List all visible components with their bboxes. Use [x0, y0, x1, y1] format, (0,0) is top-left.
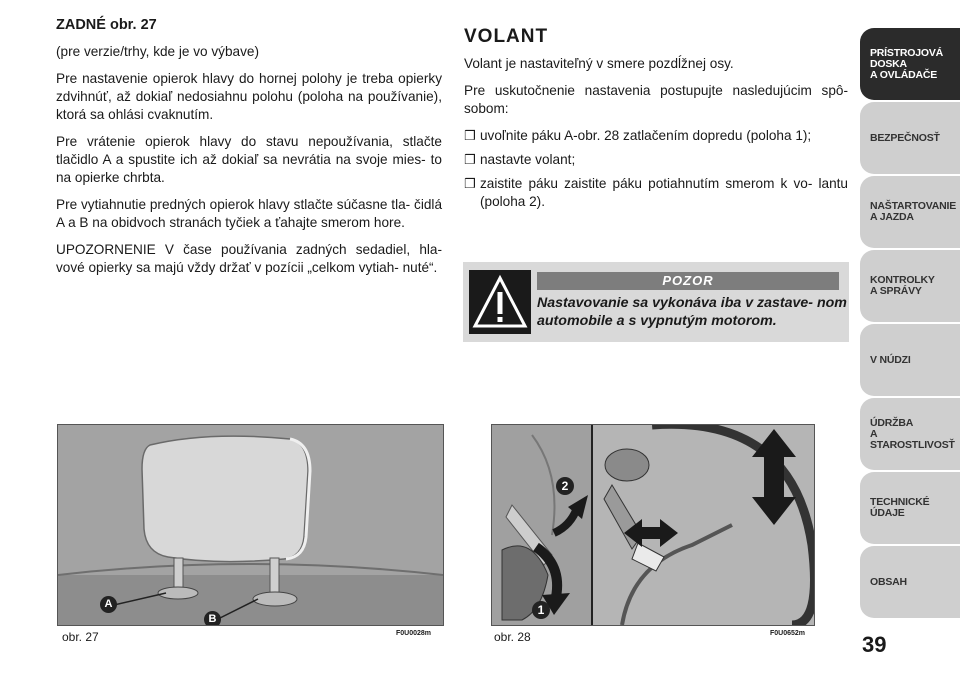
tab-nastartovanie[interactable]: NAŠTARTOVANIE A JAZDA [860, 176, 960, 248]
paragraph-2: Pre uskutočnenie nastavenia postupujte nasledujúcim spô- sobom: [464, 83, 848, 116]
right-column [464, 28, 848, 217]
checkbox-bullet-icon: ❒ [464, 128, 476, 143]
tab-v-nudzi[interactable]: V NÚDZI [860, 324, 960, 396]
list-item: ❒ zaistite páku zaistite páku potiahnutím smerom k vo- lantu (poloha 2). [464, 176, 848, 209]
callout-b: B [204, 611, 221, 626]
list-item: ❒ uvoľnite páku A-obr. 28 zatlačením dopredu (poloha 1); [464, 128, 812, 143]
tab-obsah[interactable]: OBSAH [860, 546, 960, 618]
callout-a: A [100, 596, 117, 613]
warning-triangle-icon [469, 270, 531, 334]
tab-kontrolky[interactable]: KONTROLKY A SPRÁVY [860, 250, 960, 322]
tab-udrzba[interactable]: ÚDRŽBA A STAROSTLIVOSŤ [860, 398, 960, 470]
figure-code: F0U0028m [396, 630, 432, 637]
warning-text: Nastavovanie sa vykonáva iba v zastave- nom automobile a s vypnutým motorom. [537, 295, 847, 329]
callout-2: 2 [556, 477, 574, 495]
warning-box [463, 262, 849, 342]
tab-technicke-udaje[interactable]: TECHNICKÉ ÚDAJE [860, 472, 960, 544]
page-number: 39 [862, 632, 887, 657]
tab-bezpecnost[interactable]: BEZPEČNOSŤ [860, 102, 960, 174]
tab-pristrojova-doska[interactable]: PRÍSTROJOVÁ DOSKA A OVLÁDAČE [860, 28, 960, 100]
figure-caption: obr. 27 [62, 630, 99, 644]
callout-1: 1 [532, 601, 550, 619]
paragraph-3: Pre vytiahnutie predných opierok hlavy stlačte súčasne tla- čidlá A a B na obidvoch stranách tyčiek a ťahajte smerom hore. [56, 197, 442, 230]
figure-code: F0U0652m [770, 630, 806, 637]
figure-steering-wheel [491, 424, 815, 626]
list-item: ❒ nastavte volant; [464, 152, 576, 167]
figure-caption: obr. 28 [494, 630, 531, 644]
figure-headrest [57, 424, 444, 626]
warning-label: POZOR [537, 272, 839, 290]
section-title: VOLANT [464, 26, 549, 47]
paragraph-1: Volant je nastaviteľný v smere pozdĺžnej osy. [464, 56, 734, 71]
left-column [56, 16, 442, 286]
checkbox-bullet-icon: ❒ [464, 176, 476, 191]
section-heading: ZADNÉ obr. 27 [56, 17, 157, 33]
checkbox-bullet-icon: ❒ [464, 152, 476, 167]
paragraph-2: Pre vrátenie opierok hlavy do stavu nepoužívania, stlačte tlačidlo A a spustite ich až dokiaľ sa nevrátia na svoje mies- to na opierke chrbta. [56, 134, 442, 185]
paragraph-4: UPOZORNENIE V čase používania zadných sedadiel, hla- vové opierky sa majú vždy držať v pozícii „celkom vytiah- nuté“. [56, 242, 442, 275]
section-subheading: (pre verzie/trhy, kde je vo výbave) [56, 44, 259, 59]
paragraph-1: Pre nastavenie opierok hlavy do hornej polohy je treba opierky zdvihnúť, až dokiaľ nedosiahnu polohu (poloha na používanie), ktorá sa ohlási cvaknutím. [56, 71, 442, 122]
